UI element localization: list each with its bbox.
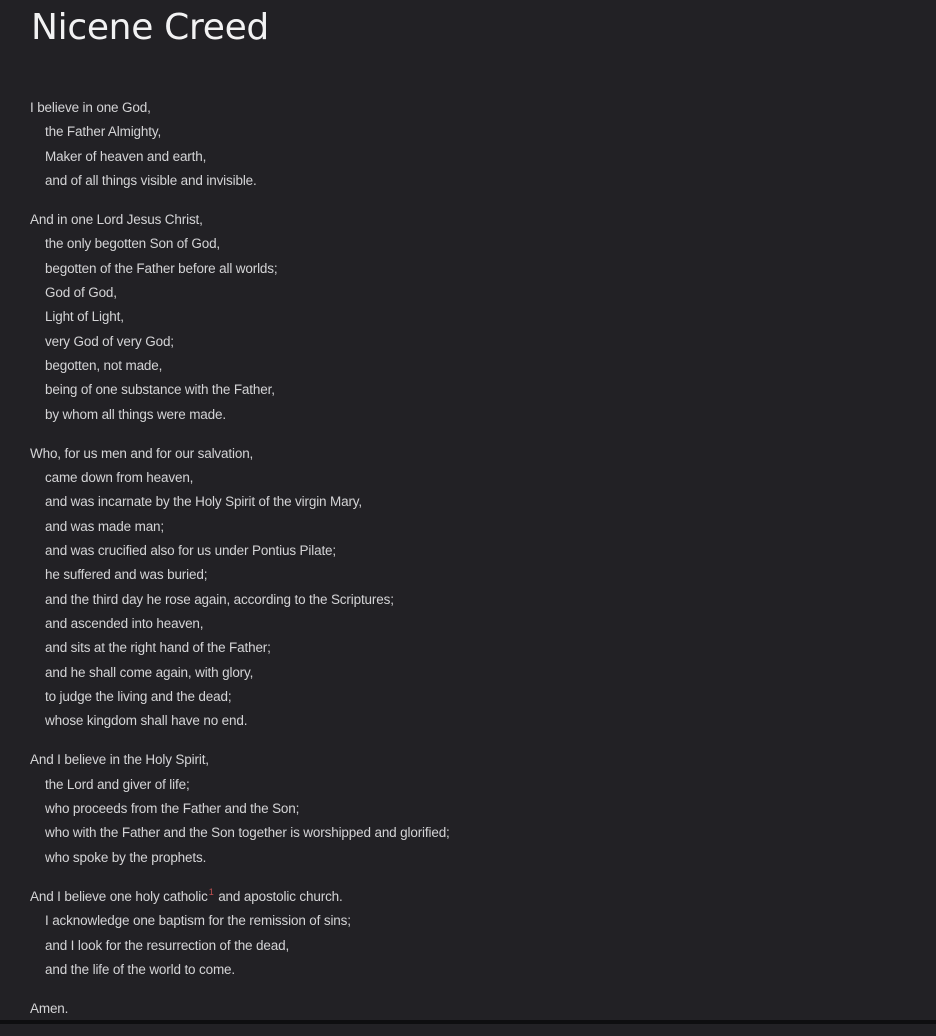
stanza [30,442,910,734]
stanza [30,885,910,982]
bottom-divider [0,1020,936,1024]
verse-line-text: And I believe one holy catholic [30,888,208,904]
verse-line: came down from heaven, [45,470,194,486]
verse-line: and was crucified also for us under Pontius Pilate; [45,543,337,559]
verse-line: Amen. [30,1001,69,1017]
verse-line: he suffered and was buried; [45,567,208,583]
verse-line: and was made man; [45,518,165,534]
verse-line: and was incarnate by the Holy Spirit of the virgin Mary, [45,494,362,510]
verse-line: who with the Father and the Son together is worshipped and glorified; [45,825,450,841]
verse-line: the only begotten Son of God, [45,236,221,252]
stanza [30,96,910,193]
verse-line: whose kingdom shall have no end. [45,713,248,729]
stanza [30,748,910,869]
verse-line: and he shall come again, with glory, [45,664,254,680]
verse-line: Light of Light, [45,309,124,325]
footnote-marker[interactable]: 1 [208,886,214,897]
verse-line: begotten of the Father before all worlds; [45,260,278,276]
verse-line: and the third day he rose again, according to the Scriptures; [45,591,394,607]
verse-line: and ascended into heaven, [45,615,204,631]
verse-line: Maker of heaven and earth, [45,148,207,164]
verse-line: And I believe in the Holy Spirit, [30,752,209,768]
verse-line: the Lord and giver of life; [45,776,190,792]
verse-line: and the life of the world to come. [45,961,236,977]
verse-line: Who, for us men and for our salvation, [30,445,254,461]
verse-line-continuation: and apostolic church. [218,888,343,904]
verse-line: and of all things visible and invisible. [45,172,257,188]
verse-line: And in one Lord Jesus Christ, [30,212,203,228]
verse-line: being of one substance with the Father, [45,382,275,398]
verse-line: by whom all things were made. [45,406,226,422]
verse-line: who proceeds from the Father and the Son; [45,801,300,817]
verse-line: very God of very God; [45,333,174,349]
verse-line: I acknowledge one baptism for the remission of sins; [45,913,351,929]
verse-line: begotten, not made, [45,357,163,373]
verse-line: and sits at the right hand of the Father; [45,640,271,656]
creed-text [30,96,910,1036]
stanza [30,208,910,427]
verse-line: the Father Almighty, [45,124,162,140]
verse-line [30,885,910,909]
verse-line: God of God, [45,285,117,301]
stanza [30,997,910,1021]
page-title: Nicene Creed [31,7,269,48]
verse-line: who spoke by the prophets. [45,849,207,865]
verse-line: to judge the living and the dead; [45,688,232,704]
verse-line: I believe in one God, [30,100,151,115]
verse-line: and I look for the resurrection of the dead, [45,937,290,953]
